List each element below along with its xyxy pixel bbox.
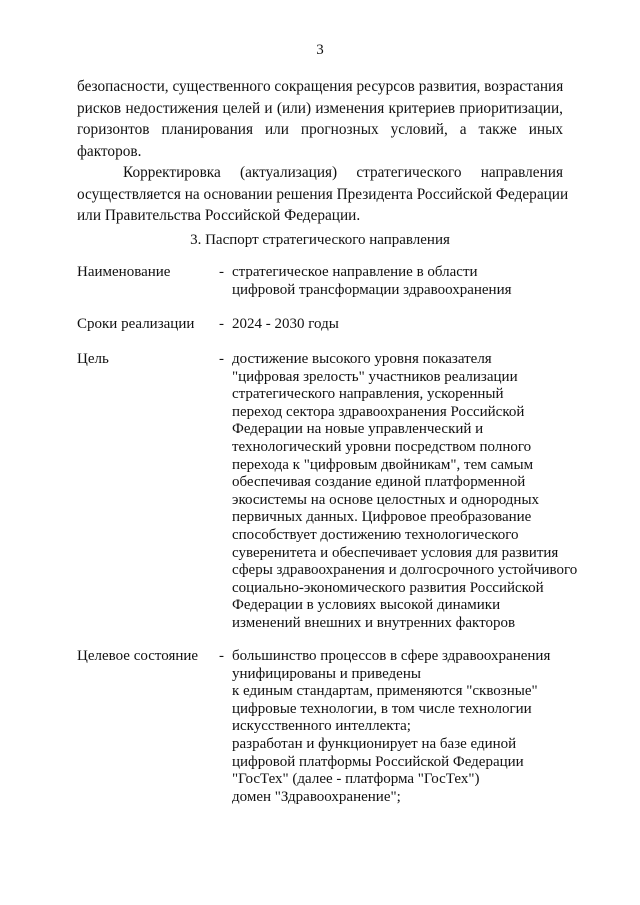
value-line: 2024 - 2030 годы: [232, 316, 339, 332]
row-label: Целевое состояние: [77, 648, 199, 664]
value-line: искусственного интеллекта;: [232, 718, 411, 735]
value-line: стратегическое направление в области: [232, 264, 478, 280]
value-line: цифровой трансформации здравоохранения: [232, 281, 512, 298]
value-line: "ГосТех" (далее - платформа "ГосТех"): [232, 771, 480, 788]
text-line: рисков недостижения целей и (или) изменения критериев приоритизации,: [77, 99, 563, 117]
text-line: безопасности, существенного сокращения ресурсов развития, возрастания: [77, 78, 564, 95]
value-line: экосистемы на основе целостных и однородных: [232, 491, 540, 508]
paragraph-continuation: [77, 76, 563, 162]
value-line: Федерации в условиях высокой динамики: [232, 597, 501, 614]
value-line: сферы здравоохранения и долгосрочного устойчивого: [232, 562, 578, 579]
value-line: способствует достижению технологического: [232, 526, 519, 543]
row-dash: -: [219, 351, 224, 367]
value-line: большинство процессов в сфере здравоохранения: [232, 648, 551, 664]
page-number: 3: [316, 42, 324, 58]
value-line: разработан и функционирует на базе единой: [232, 735, 517, 752]
value-line: домен "Здравоохранение";: [232, 788, 401, 805]
row-value: [232, 264, 567, 299]
row-value: [232, 316, 567, 334]
row-label: Сроки реализации: [77, 316, 195, 332]
row-label: Наименование: [77, 264, 171, 280]
value-line: стратегического направления, ускоренный: [232, 386, 504, 403]
value-line: суверенитета и обеспечивает условия для развития: [232, 544, 559, 561]
value-line: переход сектора здравоохранения Российской: [232, 403, 525, 420]
value-line: унифицированы и приведены: [232, 665, 421, 682]
row-dash: -: [219, 264, 224, 280]
text-line: факторов.: [77, 142, 142, 160]
value-line: обеспечивая создание единой платформенной: [232, 474, 526, 491]
value-line: технологический уровни посредством полного: [232, 438, 532, 455]
row-label: Цель: [77, 351, 109, 367]
value-line: первичных данных. Цифровое преобразование: [232, 509, 532, 526]
row-value: [232, 351, 578, 633]
text-line: осуществляется на основании решения Президента Российской Федерации: [77, 185, 569, 203]
row-dash: -: [219, 648, 224, 664]
value-line: к единым стандартам, применяются "сквозные": [232, 683, 538, 700]
text-line: горизонтов планирования или прогнозных условий, а также иных: [77, 121, 563, 138]
text-line: или Правительства Российской Федерации.: [77, 207, 361, 224]
paragraph-correction: [77, 162, 569, 227]
row-dash: -: [219, 316, 224, 332]
intro-text: [77, 76, 569, 227]
value-line: перехода к "цифровым двойникам", тем самым: [232, 456, 534, 473]
value-line: Федерации на новые управленческий и: [232, 421, 484, 438]
row-value: [232, 648, 567, 806]
section-title: 3. Паспорт стратегического направления: [190, 232, 450, 248]
value-line: достижение высокого уровня показателя: [232, 351, 492, 367]
value-line: изменений внешних и внутренних факторов: [232, 614, 516, 631]
value-line: цифровые технологии, в том числе технологии: [232, 700, 532, 717]
text-line: Корректировка (актуализация) стратегического направления: [123, 164, 563, 181]
value-line: социально-экономического развития Российской: [232, 579, 544, 596]
value-line: цифровой платформы Российской Федерации: [232, 753, 524, 770]
value-line: "цифровая зрелость" участников реализации: [232, 368, 518, 385]
